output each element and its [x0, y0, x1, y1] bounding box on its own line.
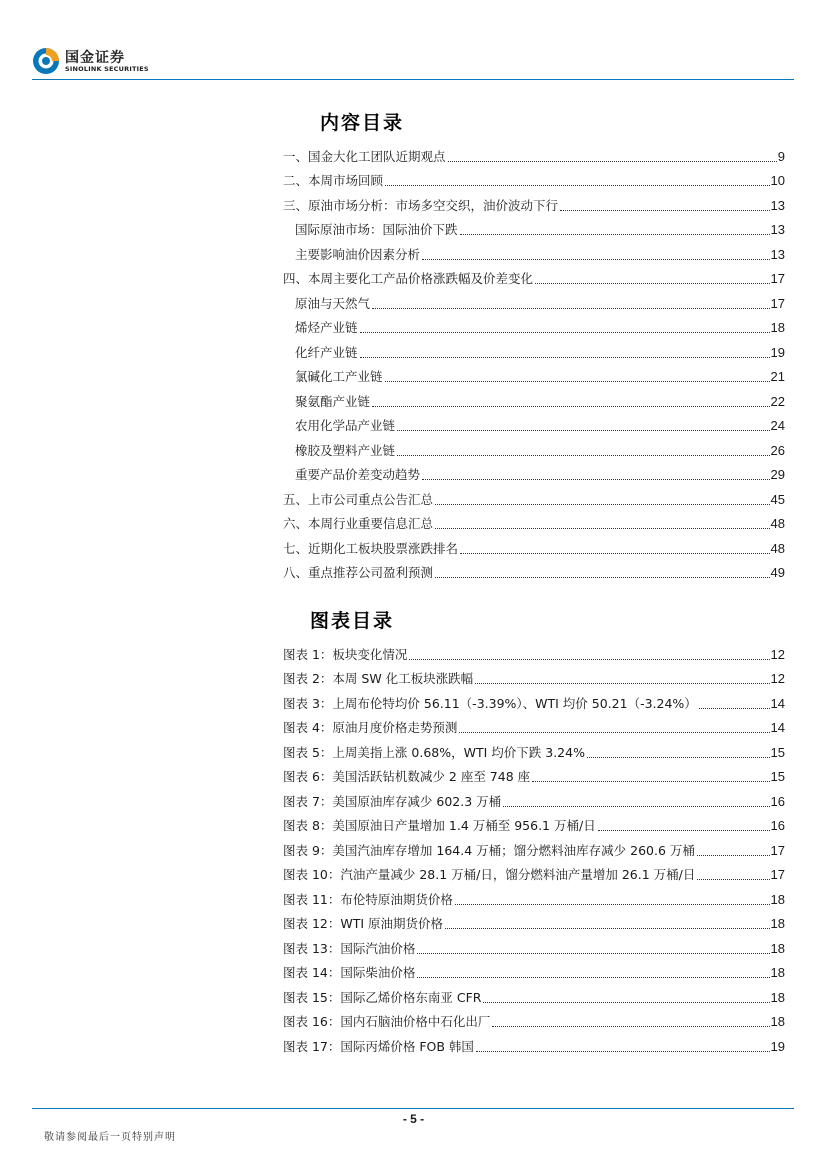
toc-leader-dots [532, 780, 769, 782]
toc-leader-dots [492, 1025, 769, 1027]
toc-entry-title: 图表 1：板块变化情况 [283, 646, 408, 662]
toc-leader-dots [360, 331, 770, 333]
toc-entry-title: 图表 2：本周 SW 化工板块涨跌幅 [283, 671, 474, 686]
contents-entry[interactable] [283, 532, 785, 557]
toc-page-number: 18 [770, 1014, 785, 1029]
toc-entry-title: 图表 13：国际汽油价格 [283, 940, 416, 956]
figures-title: 图表目录 [310, 610, 395, 632]
toc-leader-dots [448, 160, 777, 162]
figure-entry[interactable] [283, 834, 785, 859]
toc-entry-title: 七、近期化工板块股票涨跌排名 [283, 540, 459, 556]
toc-leader-dots [422, 478, 770, 480]
toc-entry-title: 图表 11：布伦特原油期货价格 [283, 891, 453, 907]
toc-entry-title: 图表 9：美国汽油库存增加 164.4 万桶；馏分燃料油库存减少 260.6 万桶 [283, 842, 695, 858]
figure-entry[interactable] [283, 1030, 785, 1055]
toc-leader-dots [460, 233, 770, 235]
page-number: - 5 - [402, 1112, 425, 1126]
toc-entry-title: 农用化学品产业链 [295, 418, 396, 433]
toc-leader-dots [435, 503, 770, 505]
toc-page-number: 17 [770, 867, 785, 882]
toc-leader-dots [417, 952, 769, 954]
toc-page-number: 10 [770, 173, 785, 188]
toc-entry-title: 图表 7：美国原油库存减少 602.3 万桶 [283, 793, 502, 809]
toc-page-number: 13 [770, 222, 785, 237]
toc-leader-dots [372, 307, 770, 309]
disclaimer-text: 敬请参阅最后一页特别声明 [44, 1132, 176, 1143]
toc-page-number: 12 [770, 671, 785, 686]
contents-entry[interactable] [283, 385, 785, 410]
toc-leader-dots [460, 552, 770, 554]
contents-entry[interactable] [283, 410, 785, 435]
contents-entry[interactable] [283, 361, 785, 386]
figure-entry[interactable] [283, 932, 785, 957]
toc-page-number: 9 [777, 148, 785, 164]
toc-entry-title: 三、原油市场分析：市场多空交织，油价波动下行 [283, 197, 559, 213]
toc-entry-title: 图表 16：国内石脑油价格中石化出厂 [283, 1014, 491, 1029]
figure-entry[interactable] [283, 908, 785, 933]
toc-entry-title: 图表 14：国际柴油价格 [283, 965, 416, 980]
toc-entry-title: 图表 5：上周美指上涨 0.68%，WTI 均价下跌 3.24% [283, 744, 585, 760]
contents-entry[interactable] [283, 434, 785, 459]
toc-entry-title: 图表 17：国际丙烯价格 FOB 韩国 [283, 1038, 474, 1054]
toc-page-number: 29 [770, 467, 785, 482]
contents-entry[interactable] [283, 214, 785, 239]
toc-page-number: 48 [770, 540, 785, 556]
toc-leader-dots [598, 829, 770, 831]
toc-page-number: 14 [770, 720, 785, 735]
toc-entry-title: 图表 15：国际乙烯价格东南亚 CFR [283, 989, 482, 1005]
toc-entry-title: 重要产品价差变动趋势 [295, 467, 421, 482]
toc-page-number: 49 [770, 565, 785, 580]
toc-leader-dots [483, 1001, 769, 1003]
toc-leader-dots [503, 805, 769, 807]
toc-leader-dots [422, 258, 770, 260]
toc-leader-dots [475, 682, 769, 684]
figure-entry[interactable] [283, 1006, 785, 1031]
contents-list [283, 140, 785, 581]
contents-entry[interactable] [283, 287, 785, 312]
toc-entry-title: 图表 8：美国原油日产量增加 1.4 万桶至 956.1 万桶/日 [283, 818, 596, 833]
company-logo [32, 47, 152, 77]
toc-page-number: 13 [770, 197, 785, 213]
toc-entry-title: 图表 3：上周布伦特均价 56.11（-3.39%）、WTI 均价 50.21（-3.24%） [283, 695, 697, 711]
contents-entry[interactable] [283, 557, 785, 582]
toc-page-number: 14 [770, 695, 785, 711]
toc-page-number: 16 [770, 793, 785, 809]
toc-page-number: 15 [770, 744, 785, 760]
toc-entry-title: 国际原油市场：国际油价下跌 [295, 222, 458, 237]
toc-leader-dots [535, 282, 770, 284]
toc-leader-dots [697, 878, 769, 880]
toc-page-number: 17 [770, 295, 785, 311]
toc-entry-title: 二、本周市场回顾 [283, 173, 384, 188]
toc-entry-title: 图表 4：原油月度价格走势预测 [283, 720, 458, 735]
toc-leader-dots [560, 209, 770, 211]
toc-entry-title: 原油与天然气 [295, 295, 371, 311]
figure-entry[interactable] [283, 687, 785, 712]
toc-leader-dots [417, 976, 769, 978]
toc-page-number: 13 [770, 246, 785, 262]
figure-entry[interactable] [283, 761, 785, 786]
figure-entry[interactable] [283, 785, 785, 810]
toc-leader-dots [397, 454, 770, 456]
toc-page-number: 26 [770, 442, 785, 458]
toc-entry-title: 图表 12：WTI 原油期货价格 [283, 916, 444, 931]
toc-entry-title: 图表 10：汽油产量减少 28.1 万桶/日，馏分燃料油产量增加 26.1 万桶/日 [283, 867, 696, 882]
footer-divider [32, 1108, 794, 1109]
sinolink-logo-icon [32, 47, 60, 75]
toc-entry-title: 五、上市公司重点公告汇总 [283, 491, 434, 507]
figure-entry[interactable] [283, 859, 785, 884]
contents-entry[interactable] [283, 312, 785, 337]
figures-list [283, 638, 785, 1055]
toc-page-number: 18 [770, 965, 785, 980]
toc-page-number: 18 [770, 320, 785, 335]
toc-page-number: 18 [770, 989, 785, 1005]
contents-title: 内容目录 [320, 112, 405, 134]
toc-entry-title: 图表 6：美国活跃钻机数减少 2 座至 748 座 [283, 769, 531, 784]
toc-leader-dots [435, 576, 770, 578]
toc-entry-title: 烯烃产业链 [295, 320, 358, 335]
toc-entry-title: 六、本周行业重要信息汇总 [283, 516, 434, 531]
contents-entry[interactable] [283, 336, 785, 361]
toc-entry-title: 主要影响油价因素分析 [295, 246, 421, 262]
figure-entry[interactable] [283, 957, 785, 982]
toc-page-number: 16 [770, 818, 785, 833]
toc-page-number: 21 [770, 369, 785, 384]
toc-leader-dots [699, 707, 770, 709]
toc-page-number: 17 [770, 842, 785, 858]
toc-entry-title: 一、国金大化工团队近期观点 [283, 148, 446, 164]
toc-leader-dots [459, 731, 769, 733]
toc-page-number: 48 [770, 516, 785, 531]
toc-page-number: 17 [770, 271, 785, 286]
toc-entry-title: 八、重点推荐公司盈利预测 [283, 565, 434, 580]
header-divider [32, 79, 794, 80]
contents-entry[interactable] [283, 263, 785, 288]
figure-entry[interactable] [283, 810, 785, 835]
contents-entry[interactable] [283, 508, 785, 533]
toc-page-number: 45 [770, 491, 785, 507]
figure-entry[interactable] [283, 638, 785, 663]
toc-entry-title: 氯碱化工产业链 [295, 369, 383, 384]
toc-leader-dots [385, 380, 770, 382]
toc-entry-title: 四、本周主要化工产品价格涨跌幅及价差变化 [283, 271, 534, 286]
toc-leader-dots [445, 927, 769, 929]
figure-entry[interactable] [283, 712, 785, 737]
contents-entry[interactable] [283, 459, 785, 484]
figure-entry[interactable] [283, 883, 785, 908]
toc-leader-dots [697, 854, 770, 856]
contents-entry[interactable] [283, 140, 785, 165]
contents-entry[interactable] [283, 483, 785, 508]
logo-text-cn: 国金证券 [65, 50, 125, 66]
contents-entry[interactable] [283, 238, 785, 263]
toc-page-number: 12 [770, 646, 785, 662]
toc-page-number: 22 [770, 393, 785, 409]
toc-page-number: 24 [770, 418, 785, 433]
toc-leader-dots [360, 356, 770, 358]
toc-entry-title: 聚氨酯产业链 [295, 393, 371, 409]
toc-leader-dots [409, 658, 769, 660]
toc-leader-dots [455, 903, 770, 905]
toc-leader-dots [397, 429, 770, 431]
toc-leader-dots [372, 405, 770, 407]
toc-page-number: 18 [770, 916, 785, 931]
toc-entry-title: 化纤产业链 [295, 344, 358, 360]
toc-page-number: 15 [770, 769, 785, 784]
toc-leader-dots [587, 756, 770, 758]
toc-leader-dots [385, 184, 770, 186]
figure-entry[interactable] [283, 981, 785, 1006]
logo-text-en: SINOLINK SECURITIES [65, 65, 149, 73]
figure-entry[interactable] [283, 663, 785, 688]
toc-page-number: 18 [770, 940, 785, 956]
toc-page-number: 18 [770, 891, 785, 907]
contents-entry[interactable] [283, 189, 785, 214]
toc-entry-title: 橡胶及塑料产业链 [295, 442, 396, 458]
toc-page-number: 19 [770, 1038, 785, 1054]
toc-page-number: 19 [770, 344, 785, 360]
toc-leader-dots [476, 1050, 770, 1052]
figure-entry[interactable] [283, 736, 785, 761]
toc-leader-dots [435, 527, 770, 529]
page-header [0, 0, 827, 82]
contents-entry[interactable] [283, 165, 785, 190]
